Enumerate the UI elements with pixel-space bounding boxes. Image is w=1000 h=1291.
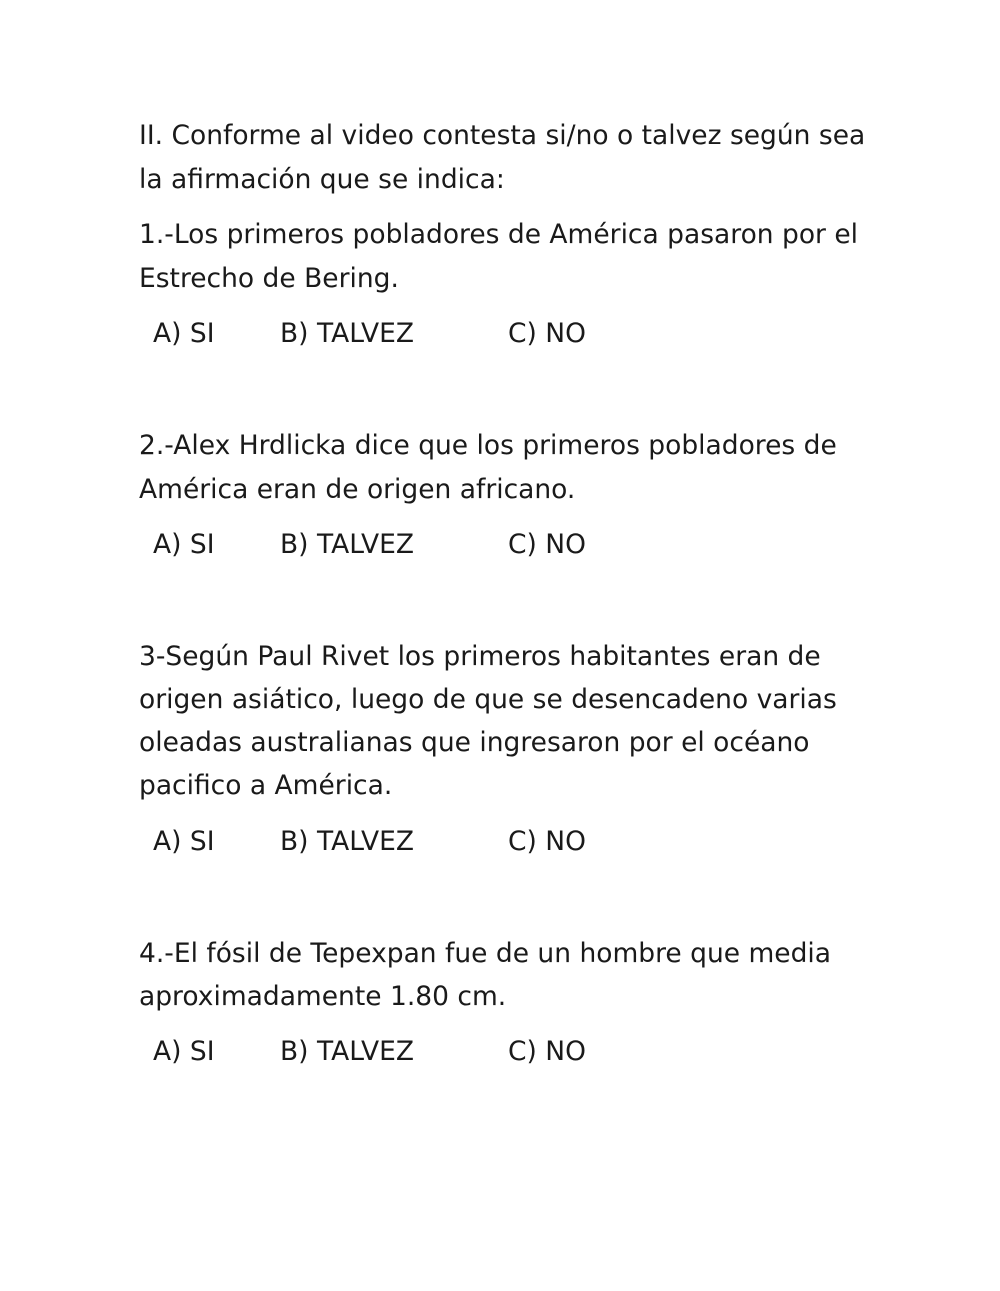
question-2-line-2: América eran de origen africano. (139, 474, 576, 505)
instructions-line-1: II. Conforme al video contesta si/no o talvez según sea (139, 120, 866, 151)
question-3-option-c[interactable]: C) NO (508, 826, 586, 857)
question-1-line-2: Estrecho de Bering. (139, 263, 399, 294)
instructions-line-2: la afirmación que se indica: (139, 164, 505, 195)
question-4-line-1: 4.-El fósil de Tepexpan fue de un hombre que media (139, 938, 832, 969)
question-3-line-2: origen asiático, luego de que se desencadeno varias (139, 684, 837, 715)
question-4-option-a[interactable]: A) SI (153, 1036, 215, 1067)
question-3-line-4: pacifico a América. (139, 770, 393, 801)
question-3-line-3: oleadas australianas que ingresaron por el océano (139, 727, 810, 758)
question-1-line-1: 1.-Los primeros pobladores de América pasaron por el (139, 219, 859, 250)
question-3-option-b[interactable]: B) TALVEZ (280, 826, 415, 857)
question-4-option-b[interactable]: B) TALVEZ (280, 1036, 415, 1067)
question-2-option-b[interactable]: B) TALVEZ (280, 529, 415, 560)
question-1-option-a[interactable]: A) SI (153, 318, 215, 349)
question-4-line-2: aproximadamente 1.80 cm. (139, 981, 507, 1012)
question-3-line-1: 3-Según Paul Rivet los primeros habitantes eran de (139, 641, 821, 672)
question-2-option-a[interactable]: A) SI (153, 529, 215, 560)
question-1-option-c[interactable]: C) NO (508, 318, 586, 349)
question-3-option-a[interactable]: A) SI (153, 826, 215, 857)
question-2-line-1: 2.-Alex Hrdlicka dice que los primeros pobladores de (139, 430, 837, 461)
question-1-option-b[interactable]: B) TALVEZ (280, 318, 415, 349)
question-4-option-c[interactable]: C) NO (508, 1036, 586, 1067)
question-2-option-c[interactable]: C) NO (508, 529, 586, 560)
